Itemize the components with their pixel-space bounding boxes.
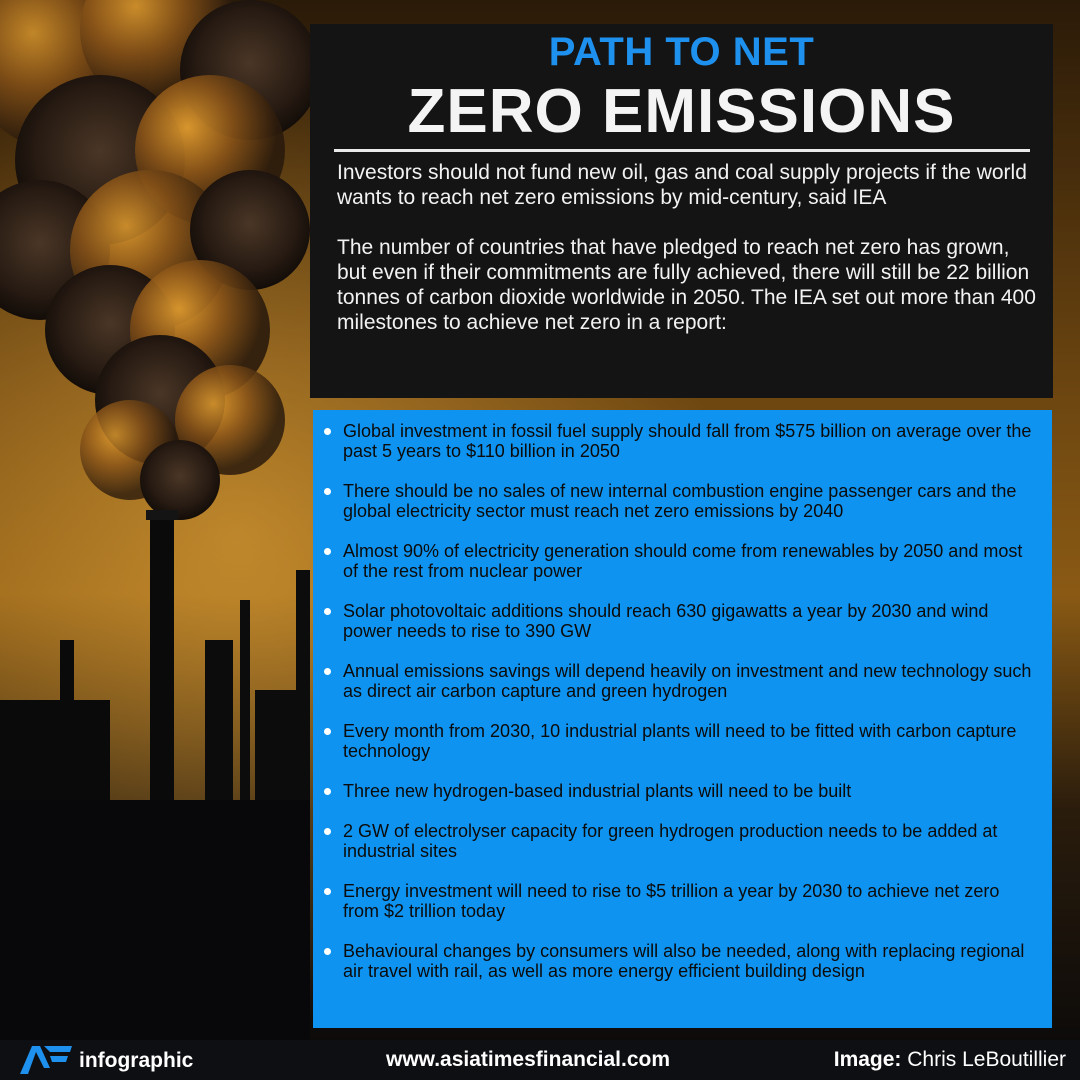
title-line-1: PATH TO NET xyxy=(548,30,815,74)
intro-text xyxy=(337,160,1037,360)
milestone-item xyxy=(343,661,1038,701)
milestone-text: Behavioural changes by consumers will also be needed, along with replacing regional air travel with rail, as well as more energy efficient building design xyxy=(343,941,1025,981)
bullet-icon xyxy=(324,788,331,795)
bullet-icon xyxy=(324,728,331,735)
brand-label: infographic xyxy=(79,1049,194,1072)
milestones-list xyxy=(313,410,1052,981)
intro-paragraph-2: The number of countries that have pledged to reach net zero has grown, but even if their commitments are fully achieved, there will still be 22 billion tonnes of carbon dioxide worldwide in 2050. The IEA set out more than 400 milestones to achieve net zero in a report: xyxy=(337,236,1036,334)
image-credit xyxy=(834,1048,1066,1072)
bullet-icon xyxy=(324,828,331,835)
image-credit-name: Chris LeBoutillier xyxy=(907,1048,1066,1071)
intro-paragraph-1: Investors should not fund new oil, gas and coal supply projects if the world wants to reach net zero emissions by mid-century, said IEA xyxy=(337,161,1027,209)
bullet-icon xyxy=(324,888,331,895)
milestones-panel xyxy=(313,410,1052,1028)
milestone-item xyxy=(343,821,1038,861)
milestone-text: 2 GW of electrolyser capacity for green hydrogen production needs to be added at industrial sites xyxy=(343,821,998,861)
milestone-text: Global investment in fossil fuel supply should fall from $575 billion on average over the past 5 years to $110 billion in 2050 xyxy=(343,421,1032,461)
bullet-icon xyxy=(324,948,331,955)
bullet-icon xyxy=(324,668,331,675)
milestone-text: There should be no sales of new internal combustion engine passenger cars and the global electricity sector must reach net zero emissions by 2040 xyxy=(343,481,1017,521)
milestone-text: Solar photovoltaic additions should reach 630 gigawatts a year by 2030 and wind power needs to rise to 390 GW xyxy=(343,601,989,641)
bullet-icon xyxy=(324,608,331,615)
milestone-text: Annual emissions savings will depend heavily on investment and new technology such as direct air carbon capture and green hydrogen xyxy=(343,661,1032,701)
milestone-text: Every month from 2030, 10 industrial plants will need to be fitted with carbon capture technology xyxy=(343,721,1017,761)
milestone-item xyxy=(343,941,1038,981)
title-divider xyxy=(334,149,1030,152)
intro-panel xyxy=(310,24,1053,398)
image-credit-label: Image: xyxy=(833,1048,902,1071)
footer-bar xyxy=(0,1040,1080,1080)
milestone-item xyxy=(343,541,1038,581)
milestone-item xyxy=(343,421,1038,461)
milestone-text: Energy investment will need to rise to $5 trillion a year by 2030 to achieve net zero from $2 trillion today xyxy=(343,881,1000,921)
milestone-text: Almost 90% of electricity generation should come from renewables by 2050 and most of the rest from nuclear power xyxy=(343,541,1023,581)
website-link[interactable]: www.asiatimesfinancial.com xyxy=(386,1048,670,1071)
milestone-item xyxy=(343,601,1038,641)
milestone-item xyxy=(343,481,1038,521)
asia-times-financial-logo-icon xyxy=(20,1046,72,1074)
milestone-text: Three new hydrogen-based industrial plants will need to be built xyxy=(343,781,852,801)
milestone-item xyxy=(343,881,1038,921)
milestone-item xyxy=(343,781,1038,801)
bullet-icon xyxy=(324,488,331,495)
milestone-item xyxy=(343,721,1038,761)
bullet-icon xyxy=(324,428,331,435)
bullet-icon xyxy=(324,548,331,555)
title-line-2: ZERO EMISSIONS xyxy=(407,77,956,146)
